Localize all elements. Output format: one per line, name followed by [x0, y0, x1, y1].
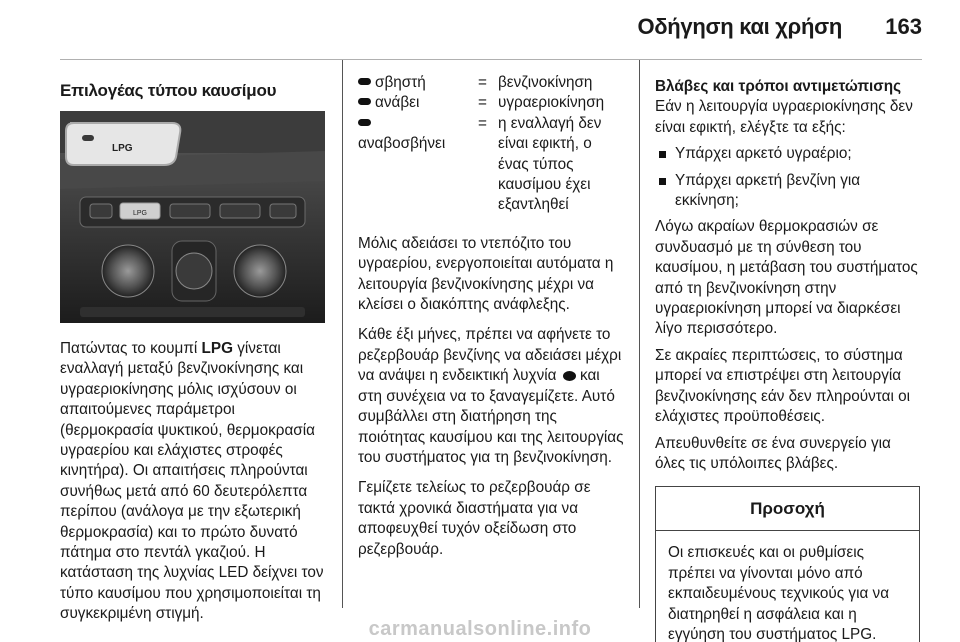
- watermark: carmanualsonline.info: [368, 618, 592, 640]
- header-divider: [60, 59, 922, 60]
- led-legend: [358, 73, 626, 216]
- legend-eq: =: [478, 74, 487, 91]
- paragraph: Γεμίζετε τελείως το ρεζερβουάρ σε τακτά χρονικά διαστήματα για να αποφευχθεί τυχόν οξείδωση στο ρεζερβουάρ.: [358, 479, 591, 558]
- list-item-text: Υπάρχει αρκετή βενζίνη για εκκίνηση;: [675, 171, 861, 210]
- led-blinking-icon: [358, 119, 371, 126]
- paragraph: [358, 325, 626, 468]
- column-divider-1: [342, 60, 343, 608]
- running-title: Οδήγηση και χρήση: [637, 14, 842, 39]
- para-part: Κάθε έξι μήνες, πρέπει να αφήνετε το ρεζερβουάρ βενζίνης να αδειάσει μέχρι να ανάψει η ενδεικτική λυχνία: [358, 326, 622, 385]
- paragraph: Μόλις αδειάσει το ντεπόζιτο του υγραερίου, ενεργοποιείται αυτόματα η λειτουργία βενζινοκίνησης μέχρι να κλείσει ο διακόπτης ανάφλεξης.: [358, 234, 614, 314]
- paragraph: Σε ακραίες περιπτώσεις, το σύστημα μπορεί να επιστρέψει στη λειτουργία βενζινοκίνησης εάν δεν πληρούνται οι ελάχιστες προϋποθέσεις.: [655, 346, 911, 426]
- paragraph: Εάν η λειτουργία υγραεριοκίνησης δεν είναι εφικτή, ελέγξτε τα εξής:: [655, 98, 913, 136]
- lpg-button-small-text: LPG: [132, 210, 148, 217]
- page-number: 163: [885, 14, 922, 39]
- bullet-square-icon: [659, 178, 666, 185]
- legend-state: αναβοσβήνει: [358, 135, 446, 153]
- legend-meaning: βενζινοκίνηση: [498, 74, 593, 91]
- paragraph: Λόγω ακραίων θερμοκρασιών σε συνδυασμό με τη σύνθεση του καυσίμου, η μετάβαση του συστήματος από τη βενζινοκίνηση στην υγραεριοκίνηση μπορεί να διαρκέσει λίγο περισσότερο.: [655, 218, 918, 338]
- list-item: [655, 171, 923, 212]
- para-prefix: Πατώντας το κουμπί: [60, 340, 202, 357]
- check-list: [655, 144, 923, 211]
- column-1: [60, 62, 330, 625]
- bullet-square-icon: [659, 151, 666, 158]
- troubleshooting-title: Βλάβες και τρόποι αντιμετώπισης: [655, 78, 902, 95]
- legend-row: [358, 73, 626, 93]
- section-title: Επιλογέας τύπου καυσίμου: [60, 81, 277, 100]
- legend-eq: =: [478, 94, 487, 112]
- paragraph: Απευθυνθείτε σε ένα συνεργείο για όλες τις υπόλοιπες βλάβες.: [655, 434, 891, 472]
- legend-state: ανάβει: [375, 94, 420, 112]
- lpg-button-photo: [60, 111, 325, 323]
- dashboard-illustration: [60, 111, 325, 323]
- caution-body: Οι επισκευές και οι ρυθμίσεις πρέπει να γίνονται μόνο από εκπαιδευμένους τεχνικούς για να διατηρηθεί η ασφάλεια και η εγγύηση του συστήματος LPG.: [668, 544, 890, 642]
- lpg-bold: LPG: [201, 340, 233, 357]
- legend-row: [358, 114, 626, 216]
- column-2: [358, 73, 626, 560]
- para-part: και στη συνέχεια να το ξαναγεμίζετε. Αυτό συμβάλλει στη διατήρηση της ποιότητας καυσίμου και της λειτουργίας του συστήματος για τη βενζινοκίνηση.: [358, 367, 624, 466]
- lpg-button-description: [60, 339, 330, 625]
- legend-meaning: υγραεριοκίνηση: [498, 94, 605, 112]
- legend-eq: =: [478, 114, 487, 132]
- led-off-icon: [358, 78, 371, 85]
- legend-row: [358, 93, 626, 113]
- legend-meaning: η εναλλαγή δεν είναι εφικτή, ο ένας τύπος καυσίμου έχει εξαντληθεί: [498, 114, 602, 214]
- para-rest: γίνεται εναλλαγή μεταξύ βενζινοκίνησης και υγραεριοκίνησης μόλις ισχύσουν οι απαιτούμενες παράμετροι (θερμοκρασία ψυκτικού, θερμοκρασία υγραερίου και ελάχιστες στροφές κινητήρα). Οι απαιτήσεις πληρούνται συνήθως μετά από 60 δευτερόλεπτα περίπου (ανάλογα με την εξωτερική θερμοκρασία) και το πρώτο δυνατό πάτημα στο πεντάλ γκαζιού. Η κατάσταση της λυχνίας LED δείχνει τον τύπο καυσίμου που χρησιμοποιείται τη συγκεκριμένη στιγμή.: [60, 340, 324, 623]
- led-on-icon: [358, 98, 371, 105]
- fuel-warning-lamp-icon: [563, 371, 576, 381]
- column-3: [655, 77, 923, 642]
- legend-state: σβηστή: [375, 74, 426, 91]
- lpg-button-text: LPG: [112, 143, 133, 154]
- list-item: [655, 144, 923, 164]
- page-header: [0, 0, 960, 60]
- column-divider-2: [639, 60, 640, 608]
- list-item-text: Υπάρχει αρκετό υγραέριο;: [675, 145, 852, 163]
- caution-title: Προσοχή: [656, 487, 919, 531]
